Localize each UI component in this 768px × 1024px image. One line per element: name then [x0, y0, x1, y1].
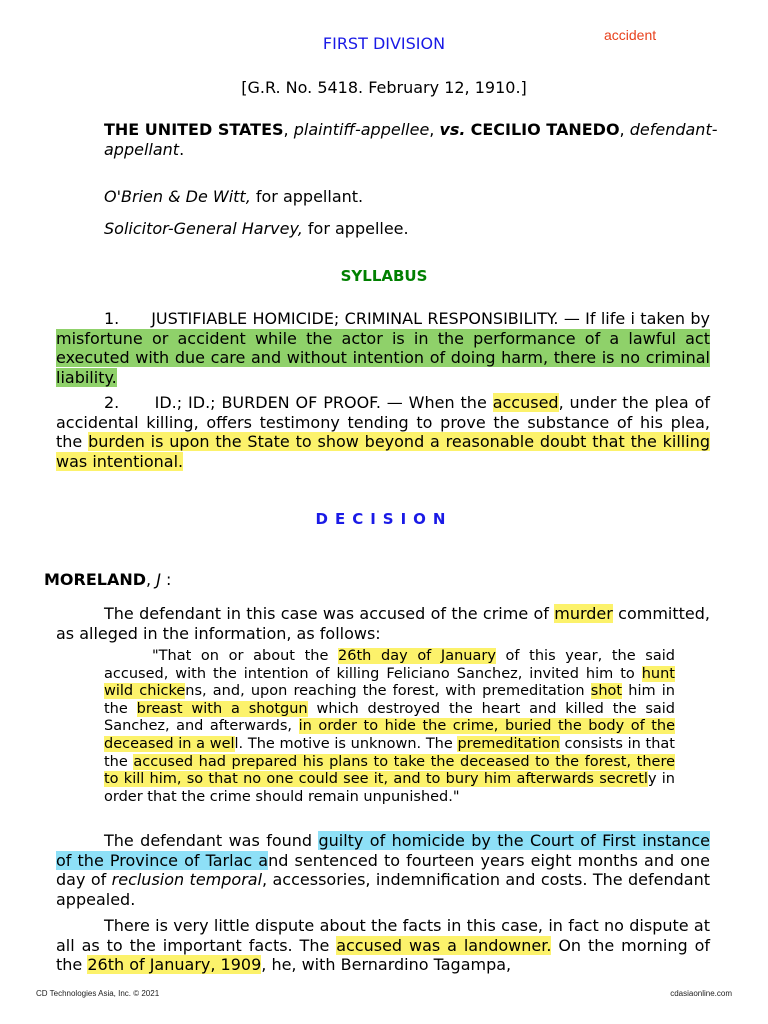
- paragraph-text: There is very little dispute about the facts in this case, in fact no dispute at all as to the important facts. The: [56, 916, 710, 955]
- case-parties: THE UNITED STATES, plaintiff-appellee, vs. CECILIO TANEDO, defendant-appellant.: [104, 120, 718, 159]
- highlight-blue: guilty of homicide by the Court of First instance of the Province of Tarlac a: [56, 831, 710, 870]
- paragraph-text: nd sentenced to fourteen years eight months and one day of: [56, 850, 711, 889]
- highlight-yellow: hunt wild chicke: [104, 665, 675, 700]
- defendant-name: CECILIO TANEDO: [470, 120, 620, 139]
- judge-title: J: [156, 570, 161, 589]
- footer-site: cdasiaonline.com: [670, 989, 732, 998]
- syllabus-item-2-text: , under the plea of accidental killing, offers testimony tending to prove the substance of his plea, the: [56, 393, 711, 451]
- judge-name: MORELAND: [44, 570, 147, 589]
- highlight-yellow: accused had prepared his plans to take the deceased to the forest, there to kill him, so that no one could see it, and to bury him afterwards secretl: [104, 753, 676, 788]
- appellee-counsel-role: for appellee.: [307, 219, 409, 238]
- highlight-yellow: murder: [554, 604, 613, 623]
- quote-text: consists in that the: [104, 735, 675, 770]
- paragraph-text: , accessories, indemnification and costs. The defendant appealed.: [56, 870, 711, 909]
- information-quote: [104, 648, 675, 806]
- paragraph-2: [56, 831, 710, 909]
- syllabus-item-2: [56, 393, 710, 471]
- appellant-counsel-role: for appellant.: [255, 187, 364, 206]
- highlight-yellow: premeditation: [457, 735, 560, 752]
- quote-text: y in order that the crime should remain unpunished.": [104, 771, 675, 805]
- decision-heading: DECISION: [315, 510, 453, 528]
- highlight-yellow: burden is upon the State to show beyond a reasonable doubt that the killing was intentional.: [56, 432, 710, 471]
- case-number: [G.R. No. 5418. February 12, 1910.]: [241, 78, 527, 97]
- italic-term: reclusion temporal: [111, 870, 263, 889]
- syllabus-heading: SYLLABUS: [340, 267, 428, 285]
- defendant-role: defendant-appellant: [104, 120, 718, 159]
- highlight-yellow: breast with a shotgun: [136, 700, 308, 717]
- highlight-yellow: 26th of January, 1909: [87, 955, 262, 974]
- quote-text: l. The motive is unknown. The: [234, 735, 458, 752]
- syllabus-item-2-text: 2. ID.; ID.; BURDEN OF PROOF. — When the: [104, 393, 493, 412]
- syllabus-item-1: [56, 309, 710, 387]
- quote-text: "That on or about the: [152, 648, 339, 664]
- counsel-appellant: [104, 187, 363, 206]
- highlight-yellow: in order to hide the crime, buried the body of the deceased in a wel: [104, 718, 675, 752]
- highlight-yellow: accused: [492, 393, 559, 412]
- paragraph-3: [56, 916, 710, 975]
- paragraph-text: committed, as alleged in the information, as follows:: [56, 604, 710, 643]
- highlight-yellow: shot: [590, 683, 623, 700]
- quote-text: him in the: [104, 683, 675, 717]
- highlight-yellow: accused was a landowner.: [336, 935, 552, 955]
- versus-label: vs.: [439, 120, 466, 139]
- highlight-green: misfortune or accident while the actor is in the performance of a lawful act executed with due care and without intention of doing harm, there is no criminal liability.: [56, 328, 710, 387]
- counsel-appellee: [104, 219, 409, 238]
- quote-text: of this year, the said accused, with the intention of killing Feliciano Sanchez, invited him to: [104, 648, 675, 682]
- paragraph-text: On the morning of the: [56, 935, 710, 974]
- ponente: MORELAND, J :: [44, 570, 172, 589]
- paragraph-1: [56, 604, 710, 643]
- topic-tag: accident: [604, 27, 657, 43]
- plaintiff-role: plaintiff-appellee: [293, 120, 430, 139]
- division-heading: FIRST DIVISION: [322, 34, 446, 53]
- highlight-yellow: 26th day of January: [338, 648, 496, 664]
- footer-copyright: CD Technologies Asia, Inc. © 2021: [36, 989, 160, 998]
- paragraph-text: The defendant was found: [104, 831, 319, 850]
- plaintiff-name: THE UNITED STATES: [104, 120, 284, 139]
- appellant-counsel-name: O'Brien & De Witt,: [104, 187, 251, 206]
- syllabus-item-1-text: 1. JUSTIFIABLE HOMICIDE; CRIMINAL RESPONSIBILITY. — If life i taken by: [104, 309, 710, 328]
- quote-text: which destroyed the heart and killed the said Sanchez, and afterwards,: [104, 700, 676, 735]
- paragraph-text: The defendant in this case was accused of the crime of: [104, 604, 555, 623]
- quote-text: ns, and, upon reaching the forest, with premeditation: [185, 683, 591, 700]
- appellee-counsel-name: Solicitor-General Harvey,: [104, 219, 303, 238]
- paragraph-text: , he, with Bernardino Tagampa,: [261, 955, 512, 974]
